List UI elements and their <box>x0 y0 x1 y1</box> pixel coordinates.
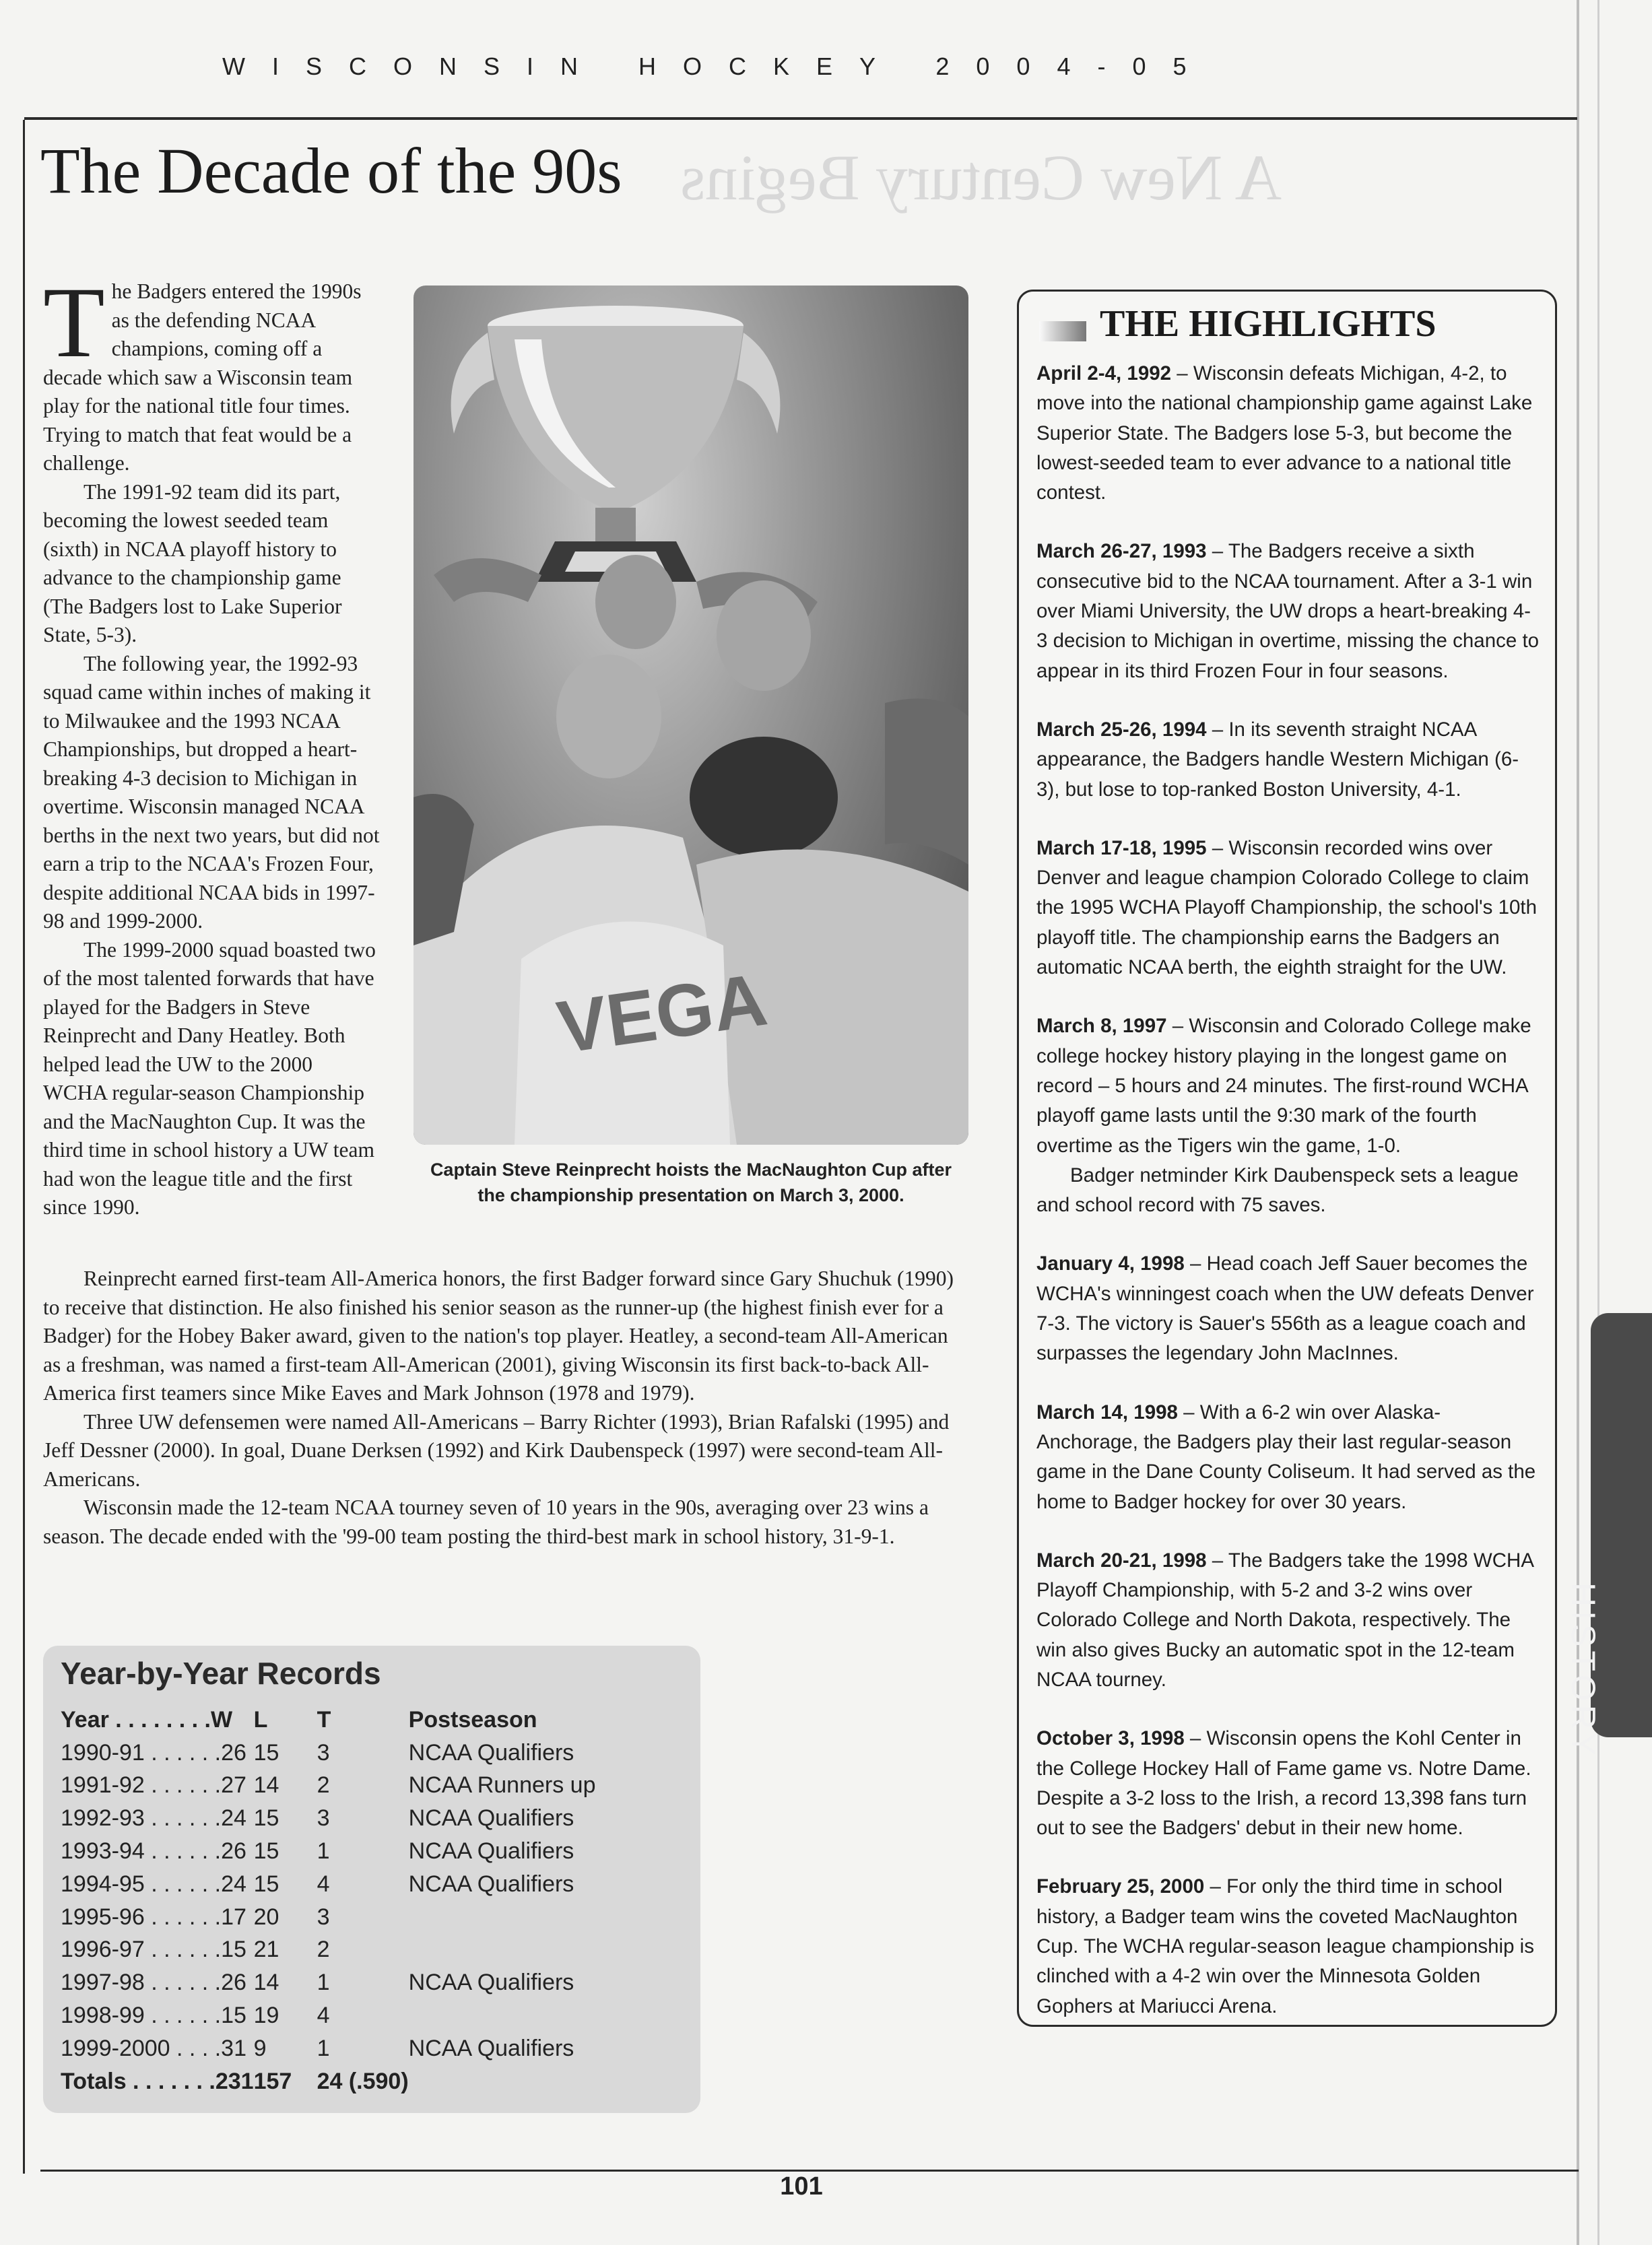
list-item <box>1036 1011 1542 1220</box>
cell-ties: 1 <box>317 1970 330 1996</box>
body-paragraph-3: Wisconsin made the 12-team NCAA tourney seven of 10 years in the 90s, averaging over 23 wins a season. The decade ended with the '99-00 team posting the third-best mark in school history, 31-9-1. <box>43 1496 929 1548</box>
cell-postseason: NCAA Qualifiers <box>408 1838 574 1865</box>
body-text <box>43 1265 967 1551</box>
list-item <box>1036 537 1542 685</box>
table-row <box>61 1868 595 1901</box>
highlight-text: – Wisconsin recorded wins over Denver and league champion Colorado College to claim the 1995 WCHA Playoff Championship, the school's 10th playoff title. The championship earns the Badgers an automatic NCAA berth, the eighth straight for the UW. <box>1036 836 1538 979</box>
cell-year: 1990-91 . . . . . .26 <box>61 1739 246 1766</box>
totals-label: Totals . . . . . . .231 <box>61 2068 254 2094</box>
records-box <box>43 1646 700 2113</box>
cell-postseason <box>409 1901 596 1934</box>
list-item <box>1036 834 1542 982</box>
cell-postseason: NCAA Qualifiers <box>408 1970 574 1996</box>
section-tab-label: HISTORY <box>1564 1582 1602 1760</box>
highlights-list <box>1036 359 1542 2050</box>
intro-paragraph-3: The following year, the 1992-93 squad came within inches of making it to Milwaukee and the 1993 NCAA Championships, but dropped a heart-breaking 4-3 decision to Michigan in overtime. Wisconsin managed NCAA berths in the next two years, but did not earn a trip to the NCAA's Frozen Four, despite additional NCAA bids in 1997-98 and 1999-2000. <box>43 651 380 933</box>
highlight-date: March 25-26, 1994 <box>1036 718 1207 741</box>
highlight-date: March 26-27, 1993 <box>1036 540 1207 563</box>
cell-ties: 3 <box>317 1739 330 1766</box>
cell-losses: 20 <box>253 1904 279 1930</box>
cell-year: 1997-98 . . . . . .26 <box>61 1970 246 1996</box>
highlight-date: March 20-21, 1998 <box>1036 1549 1207 1572</box>
list-item <box>1036 1724 1542 1843</box>
cell-ties: 3 <box>317 1805 330 1832</box>
header-year: Year . . . . . . . .W <box>61 1706 233 1733</box>
list-item <box>1036 1546 1542 1695</box>
table-row <box>61 1737 595 1770</box>
intro-paragraph-2: The 1991-92 team did its part, becoming the lowest seeded team (sixth) in NCAA playoff history to advance to the championship game (The Badgers lost to Lake Superior State, 5-3). <box>43 479 342 646</box>
trophy-photo <box>414 286 968 1145</box>
highlight-date: February 25, 2000 <box>1036 1875 1205 1898</box>
cell-year: 1998-99 . . . . . .15 <box>61 2003 246 2029</box>
table-row <box>61 1901 595 1934</box>
page-number: 101 <box>780 2172 823 2201</box>
highlight-text: – In its seventh straight NCAA appearance, the Badgers handle Western Michigan (6-3), but lose to top-ranked Boston University, 4-1. <box>1036 718 1519 801</box>
list-item <box>1036 359 1542 508</box>
page-title: The Decade of the 90s <box>40 135 622 207</box>
header-postseason: Postseason <box>408 1706 537 1733</box>
records-header-row <box>61 1704 595 1737</box>
header-rule <box>24 117 1577 120</box>
highlight-text: – Wisconsin defeats Michigan, 4-2, to move into the national championship game against Lake Superior State. The Badgers lose 5-3, but become the lowest-seeded team to ever advance to a national title contest. <box>1036 362 1533 504</box>
list-item <box>1036 1249 1542 1368</box>
svg-text:VEGA: VEGA <box>552 958 772 1069</box>
cell-losses: 14 <box>253 1772 279 1799</box>
highlight-text: – Head coach Jeff Sauer becomes the WCHA's winningest coach when the UW defeats Denver 7-3. The victory is Sauer's 556th as a league coach and surpasses the legendary John MacInnes. <box>1036 1252 1534 1365</box>
body-paragraph-2: Three UW defensemen were named All-Americans – Barry Richter (1993), Brian Rafalski (1995) and Jeff Dessner (2000). In goal, Duane Derksen (1992) and Kirk Daubenspeck (1997) were second-team All-Americans. <box>43 1409 950 1491</box>
table-row <box>61 1934 595 1967</box>
cell-year: 1999-2000 . . . .31 <box>61 2035 246 2061</box>
cell-ties: 4 <box>317 2003 330 2029</box>
cell-postseason: NCAA Qualifiers <box>408 1805 574 1832</box>
cell-ties: 2 <box>317 1772 330 1799</box>
page-frame-left <box>23 120 25 2174</box>
cell-year: 1993-94 . . . . . .26 <box>61 1838 246 1865</box>
page-edge <box>1577 0 1579 2245</box>
photo-caption: Captain Steve Reinprecht hoists the MacNaughton Cup after the championship presentation on March 3, 2000. <box>430 1160 952 1205</box>
totals-postseason <box>409 2065 596 2098</box>
list-item <box>1036 715 1542 805</box>
cell-ties: 3 <box>317 1904 330 1930</box>
cell-losses: 21 <box>253 1937 279 1963</box>
cell-postseason <box>409 1999 596 2032</box>
highlight-date: October 3, 1998 <box>1036 1727 1185 1750</box>
highlight-text: – Wisconsin opens the Kohl Center in the College Hockey Hall of Fame game vs. Notre Dame. Despite a 3-2 loss to the Irish, a record 13,398 fans turn out to see the Badgers' debut in their new home. <box>1036 1727 1531 1840</box>
table-row <box>61 1835 595 1868</box>
highlight-subtext: Badger netminder Kirk Daubenspeck sets a league and school record with 75 saves. <box>1036 1164 1519 1217</box>
body-paragraph-1: Reinprecht earned first-team All-America honors, the first Badger forward since Gary Shuchuk (1990) to receive that distinction. He also finished his senior season as the runner-up (the highest finish ever for a Badger) for the Hobey Baker award, given to the nation's top player. Heatley, a second-team All-American as a freshman, was named a first-team All-American (2001), giving Wisconsin its first back-to-back All-America first teamers since Mike Eaves and Mark Johnson (1978 and 1979). <box>43 1267 954 1405</box>
intro-paragraph-1: The Badgers entered the 1990s as the defending NCAA champions, coming off a decade which saw a Wisconsin team play for the national title four times. Trying to match that feat would be a challenge. <box>43 267 362 475</box>
footer-rule <box>40 2170 1579 2172</box>
highlight-date: March 17-18, 1995 <box>1036 836 1207 859</box>
cell-year: 1991-92 . . . . . .27 <box>61 1772 246 1799</box>
table-row <box>61 1770 595 1803</box>
highlight-text: – The Badgers take the 1998 WCHA Playoff Championship, with 5-2 and 3-2 wins over Colorado College and North Dakota, respectively. The win also gives Bucky an automatic spot in the 12-team NCAA tourney. <box>1036 1549 1533 1691</box>
list-item <box>1036 1398 1542 1517</box>
cell-ties: 4 <box>317 1871 330 1897</box>
highlight-text: – Wisconsin and Colorado College make college hockey history playing in the longest game on record – 5 hours and 24 minutes. The first-round WCHA playoff game lasts until the 9:30 mark of the fourth overtime as the Tigers win the game, 1-0. <box>1036 1015 1531 1157</box>
records-title: Year-by-Year Records <box>61 1656 381 1691</box>
running-header: WISCONSIN HOCKEY 2004-05 <box>222 53 1214 80</box>
cell-losses: 15 <box>253 1871 279 1897</box>
highlight-text: – The Badgers receive a sixth consecutive bid to the NCAA tournament. After a 3-1 win over Miami University, the UW drops a heart-breaking 4-3 decision to Michigan in overtime, missing the chance to appear in its third Frozen Four in four seasons. <box>1036 540 1540 682</box>
list-item <box>1036 1872 1542 2021</box>
table-row <box>61 1802 595 1835</box>
cell-ties: 1 <box>317 1838 330 1865</box>
cell-ties: 1 <box>317 2035 330 2061</box>
cell-postseason <box>409 1934 596 1967</box>
cell-year: 1996-97 . . . . . .15 <box>61 1937 246 1963</box>
cell-year: 1995-96 . . . . . .17 <box>61 1904 246 1930</box>
highlight-date: March 8, 1997 <box>1036 1015 1167 1038</box>
cell-postseason: NCAA Qualifiers <box>408 2035 574 2061</box>
cell-losses: 9 <box>253 2035 267 2061</box>
table-row <box>61 1999 595 2032</box>
cell-losses: 15 <box>253 1838 279 1865</box>
cell-losses: 19 <box>253 2003 279 2029</box>
page-edge-inner <box>1597 0 1599 2245</box>
table-row <box>61 2032 595 2065</box>
cell-postseason: NCAA Runners up <box>408 1772 596 1799</box>
cell-losses: 15 <box>253 1739 279 1766</box>
highlight-date: April 2-4, 1992 <box>1036 362 1172 384</box>
header-ties: T <box>317 1706 331 1733</box>
intro-column <box>43 267 380 1222</box>
cell-ties: 2 <box>317 1937 330 1963</box>
cell-year: 1994-95 . . . . . .24 <box>61 1871 246 1897</box>
cell-year: 1992-93 . . . . . .24 <box>61 1805 246 1832</box>
highlights-gradient-bar <box>1039 321 1086 341</box>
records-table <box>61 1704 595 2098</box>
trophy-photo-illustration <box>414 286 968 1145</box>
records-totals-row <box>61 2065 595 2098</box>
highlight-text: – For only the third time in school history, a Badger team wins the coveted MacNaughton Cup. The WCHA regular-season league championship is clinched with a 4-2 win over the Minnesota Golden Gophers at Mariucci Arena. <box>1036 1875 1534 2017</box>
highlight-text: – With a 6-2 win over Alaska-Anchorage, the Badgers play their last regular-season game in the Dane County Coliseum. It had served as the home to Badger hockey for over 30 years. <box>1036 1401 1536 1513</box>
cell-losses: 15 <box>253 1805 279 1832</box>
highlight-date: January 4, 1998 <box>1036 1252 1185 1275</box>
highlights-box <box>1017 290 1557 2027</box>
drop-cap: T <box>43 267 105 378</box>
highlights-title: THE HIGHLIGHTS <box>1100 303 1436 345</box>
bleed-through-title: A New Century Begins <box>680 141 1282 213</box>
cell-postseason: NCAA Qualifiers <box>408 1871 574 1897</box>
highlight-date: March 14, 1998 <box>1036 1401 1178 1423</box>
intro-paragraph-4: The 1999-2000 squad boasted two of the most talented forwards that have played for the Badgers in Steve Reinprecht and Dany Heatley. Both helped lead the UW to the 2000 WCHA regular-season Championship and the MacNaughton Cup. It was the third time in school history a UW team had won the league title and the first since 1990. <box>43 937 376 1219</box>
header-losses: L <box>253 1706 268 1733</box>
cell-losses: 14 <box>253 1970 279 1996</box>
table-row <box>61 1966 595 1999</box>
totals-losses: 157 <box>253 2068 292 2094</box>
cell-postseason: NCAA Qualifiers <box>408 1739 574 1766</box>
totals-ties: 24 (.590) <box>317 2068 409 2094</box>
